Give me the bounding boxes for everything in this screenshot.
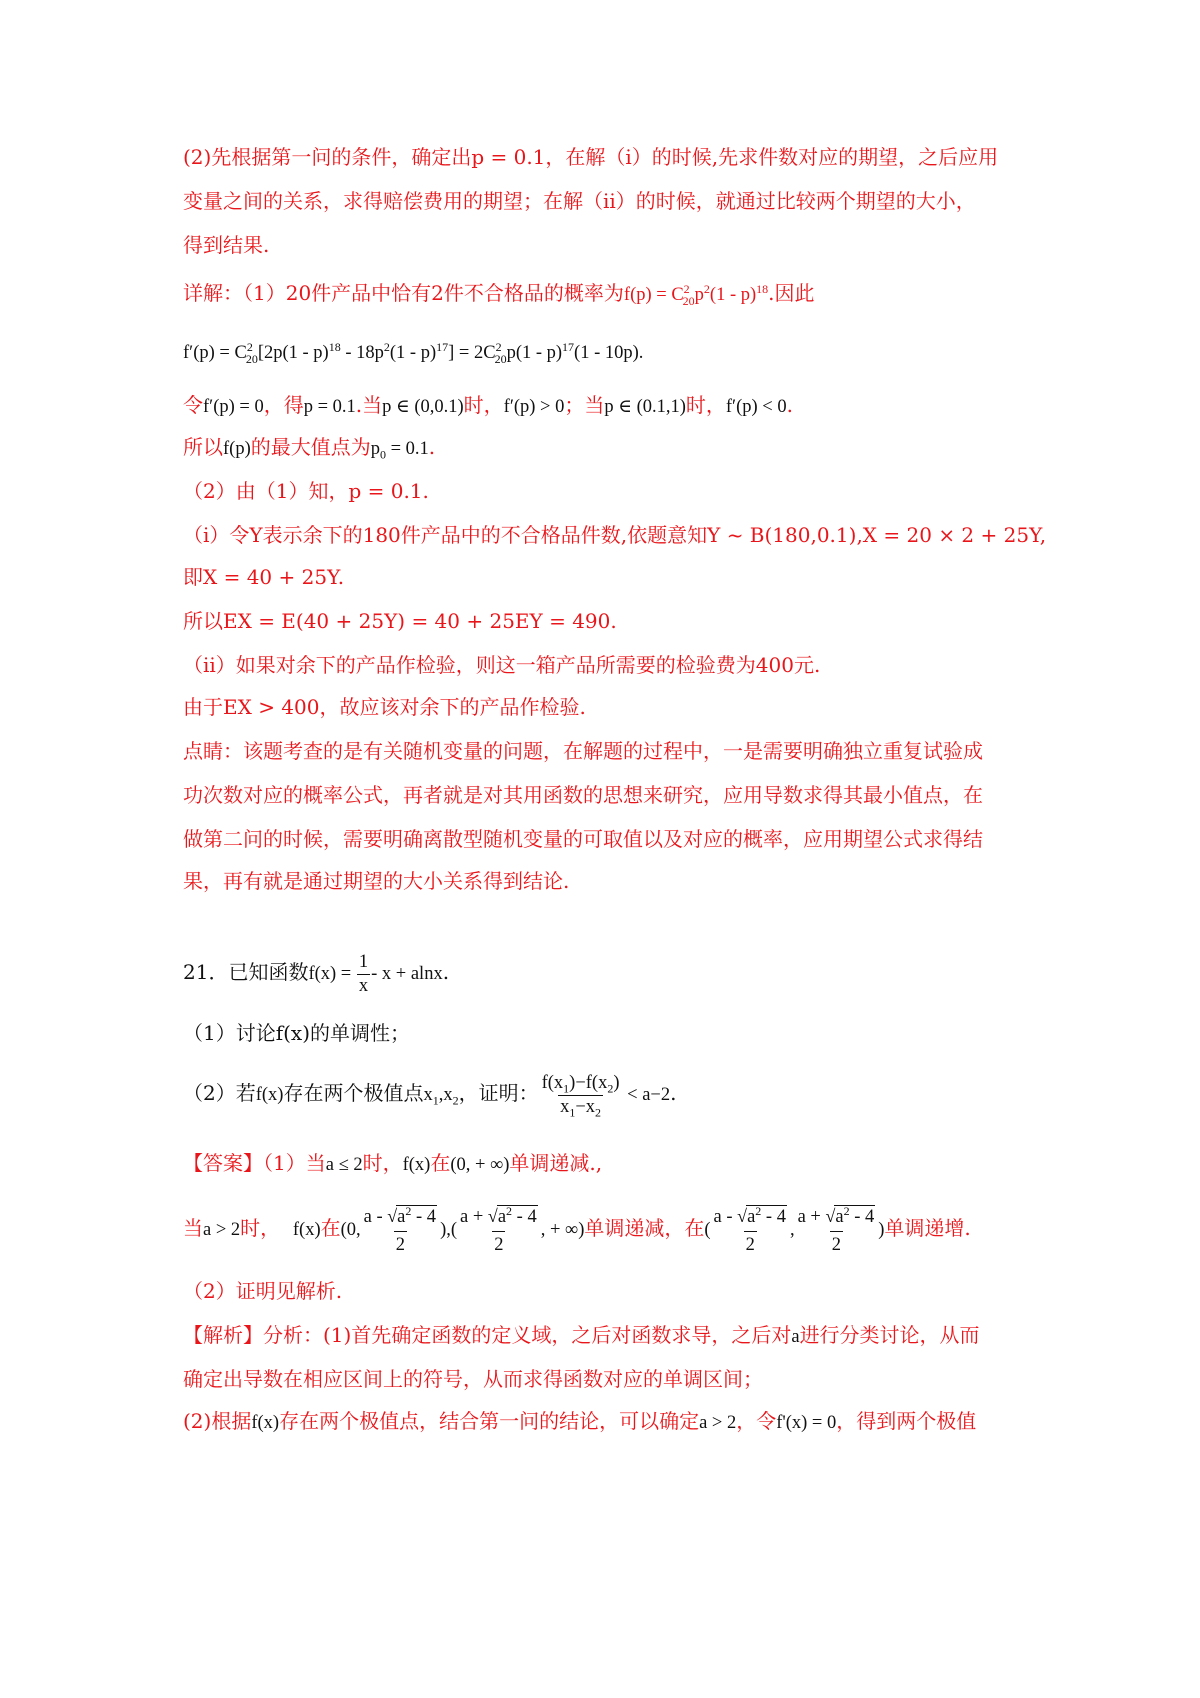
answer-line-3: （2）证明见解析.: [183, 1279, 343, 1303]
problem21-stem: 21．已知函数f(x) = $\frac{1}{x}$ - x + alnx.: [183, 948, 1050, 998]
analysis-part2-line-3: 得到结果.: [183, 233, 270, 257]
comment-line-4: 果，再有就是通过期望的大小关系得到结论.: [183, 869, 570, 893]
solution-critical: 令f′(p) = 0，得p = 0.1.当p ∈ (0,0.1)时，f′(p) > 0；当p ∈ (0.1,1)时，f′(p) < 0.: [183, 393, 793, 417]
solution-max-point: 所以f(p)的最大值点为$p_0 = 0.1$.: [183, 435, 436, 462]
solution-conclusion: 由于EX > 400，故应该对余下的产品作检验.: [183, 695, 586, 719]
comment-line-1: 点睛：该题考查的是有关随机变量的问题，在解题的过程中，一是需要明确独立重复试验成: [183, 739, 983, 763]
answer-line-1: 【答案】（1）当a ≤ 2时，f(x)在(0, + ∞)单调递减.,: [183, 1151, 603, 1175]
solution-part2-ii: （ii）如果对余下的产品作检验，则这一箱产品所需要的检验费为400元.: [183, 653, 821, 677]
solution-intro: 详解：（1）20件产品中恰有2件不合格品的概率为$f(p) = C^2_{20}p^2(1 - p)^{18}$.因此: [183, 281, 815, 308]
analysis-line-2: 确定出导数在相应区间上的符号，从而求得函数对应的单调区间；: [183, 1367, 763, 1391]
problem21-q1: （1）讨论f(x)的单调性；: [183, 1021, 411, 1045]
analysis-tag: 【解析】: [183, 1323, 263, 1347]
comment-line-2: 功次数对应的概率公式，再者就是对其用函数的思想来研究，应用导数求得其最小值点，在: [183, 783, 983, 807]
analysis-line-3: (2)根据f(x)存在两个极值点，结合第一问的结论，可以确定a > 2，令f'(x) = 0，得到两个极值: [183, 1409, 977, 1433]
solution-part2-i-cont: 即X = 40 + 25Y.: [183, 565, 345, 589]
answer-tag: 【答案】: [183, 1151, 263, 1175]
solution-part2-ex: 所以EX = E(40 + 25Y) = 40 + 25EY = 490.: [183, 609, 617, 633]
analysis-part2-line-2: 变量之间的关系，求得赔偿费用的期望；在解（ii）的时候，就通过比较两个期望的大小，: [183, 189, 976, 213]
solution-part2-head: （2）由（1）知，p = 0.1.: [183, 479, 429, 503]
problem21-q2: （2）若f(x)存在两个极值点$x_1,x_2$，证明： $\frac{f(x_1)-f(x_2)}{x_1-x_2}$ < a−2.: [183, 1073, 677, 1120]
solution-part2-i: （i）令Y表示余下的180件产品中的不合格品件数,依题意知Y ~ B(180,0.1),X = 20 × 2 + 25Y,: [183, 523, 1047, 547]
answer-line-2: 当a > 2时， f(x)在(0, $\frac{a - √a^2 - 4}{2}$ ),( $\frac{a + √a^2 - 4}{2}$ , + ∞)单调递减，在( $\frac{a - √a^2 - 4}{2}$ , $\frac{a + √a^2 - 4}{2}$ )单调递增.: [183, 1196, 1050, 1262]
analysis-line-1: 【解析】分析：(1)首先确定函数的定义域，之后对函数求导，之后对a进行分类讨论，从而: [183, 1323, 980, 1347]
comment-line-3: 做第二问的时候，需要明确离散型随机变量的可取值以及对应的概率，应用期望公式求得结: [183, 827, 983, 851]
analysis-part2-line-1: (2)先根据第一问的条件，确定出p = 0.1，在解（i）的时候,先求件数对应的期望，之后应用: [183, 145, 999, 169]
solution-derivative: $f'(p) = C^2_{20}[2p(1 - p)^{18} - 18p^2(1 - p)^{17}] = 2C^2_{20}p(1 - p)^{17}(1 - 10p)$.: [183, 339, 644, 366]
